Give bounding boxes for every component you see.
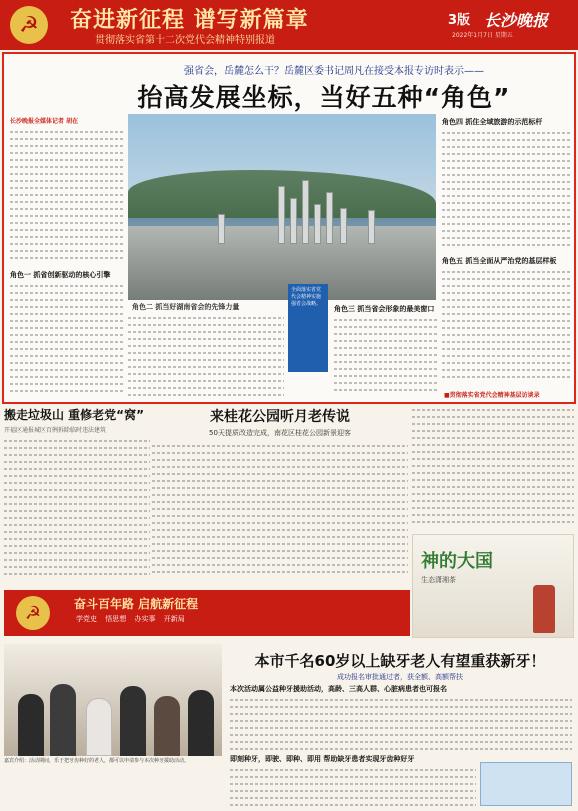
body-text	[4, 437, 150, 587]
body-text	[442, 268, 572, 388]
edition-number: 3版	[448, 13, 471, 28]
party-emblem-icon: ☭	[16, 596, 50, 630]
bottom-story	[0, 644, 578, 811]
party-history-banner	[4, 590, 410, 636]
banner-items	[76, 614, 185, 624]
tea-advertisement[interactable]	[412, 534, 574, 638]
photo-caption: 角色二 抓当好湖南省会的先锋力量	[132, 303, 240, 311]
story-headline[interactable]: 本市千名60岁以上缺牙老人有望重获新牙！	[254, 652, 546, 670]
masthead	[448, 6, 574, 44]
body-text	[230, 766, 476, 808]
section-heading: 角色四 抓住全域旅游的示范标杆	[442, 118, 543, 126]
story-kicker: 强省会，岳麓怎么干？岳麓区委书记周凡在接受本报专访时表示——	[184, 66, 484, 77]
story-left	[4, 406, 150, 592]
banner-item: 学党史	[76, 615, 97, 623]
banner-title: 奋斗百年路 启航新征程	[74, 597, 199, 611]
body-text	[128, 314, 284, 400]
info-box: 全面落实省党代会精神实施强省会战略。	[288, 284, 328, 372]
body-text	[334, 316, 438, 400]
banner-item: 开新局	[163, 615, 185, 623]
photo-caption: 嘉宾介绍：活动期间，乐于把牙齿种好的老人，都可以申请参与本次种牙援助活动。	[4, 758, 190, 764]
ad-subtitle: 生态潇湘茶	[421, 576, 456, 584]
middle-section	[0, 406, 578, 640]
section-subtitle: 贯彻落实省第十二次党代会精神特别报道	[95, 35, 275, 46]
story-middle	[152, 406, 408, 592]
section-title: 奋进新征程 谱写新篇章	[70, 8, 309, 33]
right-column	[442, 114, 572, 400]
story-headline[interactable]: 搬走垃圾山 重修老党“窝”	[4, 408, 144, 422]
tea-package-icon	[533, 585, 555, 633]
story-subhead: 50天提质改造完成，南花区桂花公园新景迎客	[209, 429, 351, 437]
page-header	[0, 0, 578, 50]
section-heading: 即刻种牙，即驶、即种、即用 帮助缺牙患者实现牙齿种好牙	[230, 755, 415, 763]
left-column	[10, 116, 124, 398]
story-subhead: 成功报名审批通过者，获全额、高额帮扶	[337, 673, 463, 681]
section-heading: 本次活动属公益种牙援助活动，高龄、三高人群、心脏病患者也可报名	[230, 685, 447, 693]
body-text	[10, 128, 124, 266]
main-story	[2, 52, 576, 404]
body-text	[230, 696, 572, 752]
story-headline[interactable]: 抬高发展坐标，当好五种“角色”	[137, 83, 511, 112]
party-emblem-icon: ☭	[10, 6, 48, 44]
section-heading: 角色五 抓当全面从严治党的基层样板	[442, 257, 557, 265]
banner-item: 办实事	[134, 615, 156, 623]
info-box	[480, 762, 572, 806]
event-photo	[4, 644, 222, 756]
body-text	[10, 282, 124, 398]
story-right-continued	[412, 406, 574, 536]
body-text	[442, 129, 572, 253]
story-headline[interactable]: 来桂花公园听月老传说	[210, 409, 350, 425]
ad-title: 神的大国	[421, 551, 493, 572]
date-line: 2022年1月7日 星期五	[452, 32, 513, 39]
section-heading: 角色一 抓省创新驱动的核心引擎	[10, 271, 111, 279]
banner-item: 悟思想	[105, 615, 127, 623]
section-heading: 角色三 抓当省会形象的最美窗口	[334, 305, 435, 313]
body-text	[152, 442, 408, 582]
byline: 长沙晚报全媒体记者 胡在	[10, 118, 79, 125]
story-subhead: 开福区通报城区百例拆除临时违法建筑	[4, 427, 107, 434]
city-aerial-photo	[128, 114, 436, 300]
newspaper-name: 长沙晚报	[484, 11, 549, 30]
body-text	[412, 406, 574, 532]
series-note: ■贯彻落实省党代会精神基层访谈录	[444, 392, 540, 399]
